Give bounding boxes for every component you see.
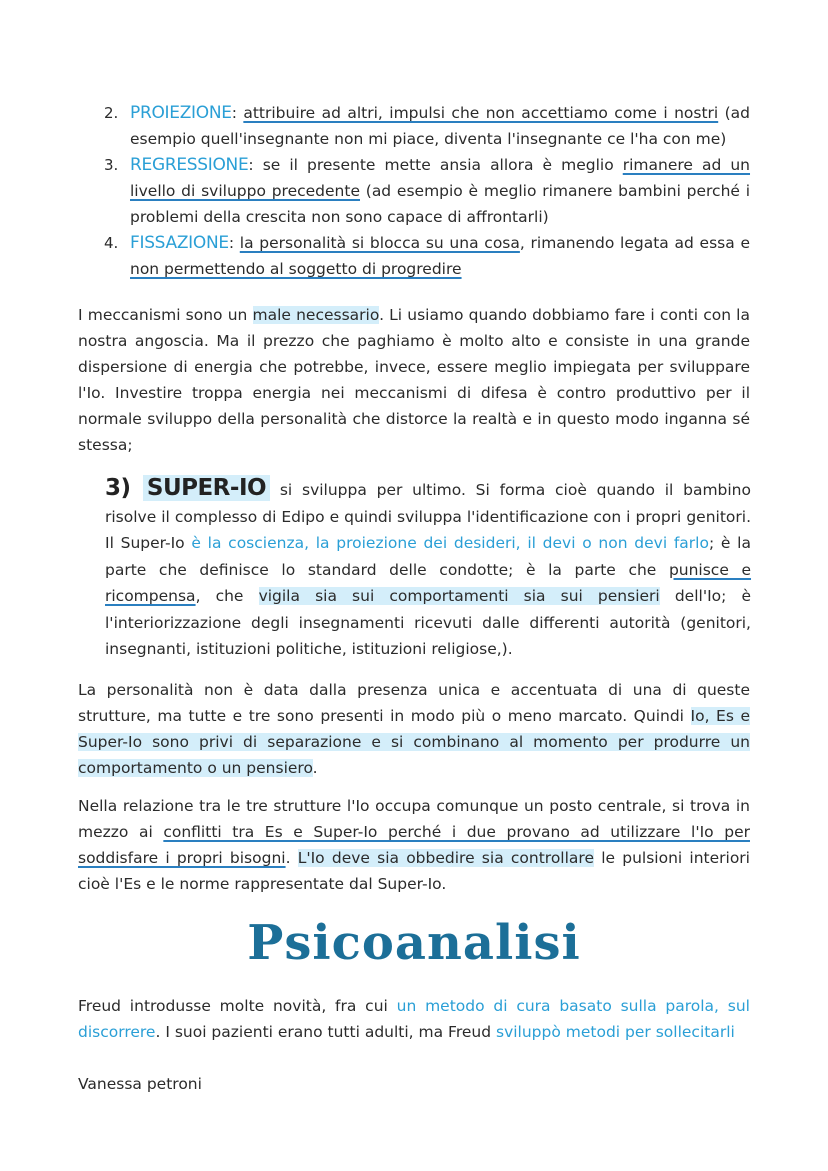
paragraph-text: le pulsioni interiori cioè l'Es e le norme rappresentate dal Super-Io. xyxy=(78,849,750,893)
underlined-text: non permettendo al soggetto di progredire xyxy=(130,260,462,278)
defense-mechanisms-list xyxy=(100,100,750,282)
section-heading: Psicoanalisi xyxy=(247,915,581,971)
section-text: dell'Io; è l'interiorizzazione degli insegnamenti ricevuti dalle differenti autorità (genitori, insegnanti, istituzioni politiche, istituzioni religiose,). xyxy=(105,587,751,658)
list-number: 2. xyxy=(104,104,119,122)
highlighted-text: L'Io deve sia obbedire sia controllare xyxy=(297,849,594,867)
underlined-text: rimanere ad un livello di sviluppo precedente xyxy=(130,156,751,200)
highlighted-text: vigila sia sui comportamenti sia sui pensieri xyxy=(258,587,660,605)
section-title: SUPER-IO xyxy=(143,475,270,501)
term-label: PROIEZIONE xyxy=(130,103,232,123)
term-separator: : xyxy=(231,104,244,122)
paragraph-personality xyxy=(78,677,750,781)
section-text: , che xyxy=(195,587,259,605)
paragraph-freud xyxy=(78,993,750,1045)
paragraph-text: La personalità non è data dalla presenza unica e accentuata di una di queste strutture, ma tutte e tre sono presenti in modo più o meno marcato. Quindi xyxy=(78,681,750,725)
highlighted-text: Io, Es e Super-Io sono privi di separazione e si combinano al momento per produrre un comportamento o un pensiero xyxy=(78,707,750,777)
section-number: 3) xyxy=(105,475,131,501)
term-label: REGRESSIONE xyxy=(130,155,249,175)
paragraph-relations xyxy=(78,793,750,897)
blue-text: un metodo di cura basato sulla parola, sul discorrere xyxy=(78,997,750,1041)
blue-text: è la coscienza, la proiezione dei desideri, il devi o non devi farlo xyxy=(191,534,709,552)
list-number: 4. xyxy=(104,234,119,252)
section-text: si sviluppa per ultimo. Si forma cioè quando il bambino risolve il complesso di Edipo e quindi sviluppa l'identificazione con i propri genitori. Il Super-Io xyxy=(105,481,751,552)
blue-text: sviluppò metodi per sollecitarli xyxy=(496,1023,735,1041)
list-text: se il presente mette ansia allora è meglio xyxy=(262,156,623,174)
author-signature: Vanessa petroni xyxy=(78,1075,202,1093)
list-text: (ad esempio è meglio rimanere bambini perché i problemi della crescita non sono capace di affrontarli) xyxy=(130,182,751,226)
underlined-text: conflitti tra Es e Super-Io perché i due provano ad utilizzare l'Io per soddisfare i propri bisogni xyxy=(78,823,750,867)
paragraph-text: Freud introdusse molte novità, fra cui xyxy=(78,997,397,1015)
paragraph-text: . xyxy=(285,849,298,867)
paragraph-text: . xyxy=(312,759,318,777)
list-item xyxy=(100,230,750,282)
paragraph-text: . Li usiamo quando dobbiamo fare i conti con la nostra angoscia. Ma il prezzo che paghiamo è molto alto e consiste in una grande dispersione di energia che potrebbe, invece, essere meglio impiegata per sviluppare l'Io. Investire troppa energia nei meccanismi di difesa è contro produttivo per il normale sviluppo della personalità che distorce la realtà e in questo modo inganna sé stessa; xyxy=(78,306,750,454)
term-separator: : xyxy=(248,156,263,174)
paragraph-mechanisms xyxy=(78,302,750,458)
list-text: (ad esempio quell'insegnante non mi piace, diventa l'insegnante ce l'ha con me) xyxy=(130,104,750,148)
paragraph-text: I meccanismi sono un xyxy=(78,306,253,324)
list-number: 3. xyxy=(104,156,119,174)
highlighted-text: male necessario xyxy=(252,306,380,324)
term-label: FISSAZIONE xyxy=(130,233,229,253)
underlined-text: attribuire ad altri, impulsi che non accettiamo come i nostri xyxy=(243,104,719,122)
paragraph-text: Nella relazione tra le tre strutture l'Io occupa comunque un posto centrale, si trova in mezzo ai xyxy=(78,797,750,841)
super-io-section xyxy=(105,475,751,663)
list-item xyxy=(100,152,750,230)
section-label xyxy=(105,475,270,501)
underlined-text: la personalità si blocca su una cosa xyxy=(239,234,520,252)
list-text: , rimanendo legata ad essa e xyxy=(519,234,750,252)
term-separator: : xyxy=(228,234,240,252)
section-text: ; è la parte che definisce lo standard delle condotte; è la parte che xyxy=(105,534,751,579)
list-item xyxy=(100,100,750,152)
paragraph-text: . I suoi pazienti erano tutti adulti, ma Freud xyxy=(155,1023,496,1041)
underlined-text: punisce e ricompensa xyxy=(105,560,752,605)
